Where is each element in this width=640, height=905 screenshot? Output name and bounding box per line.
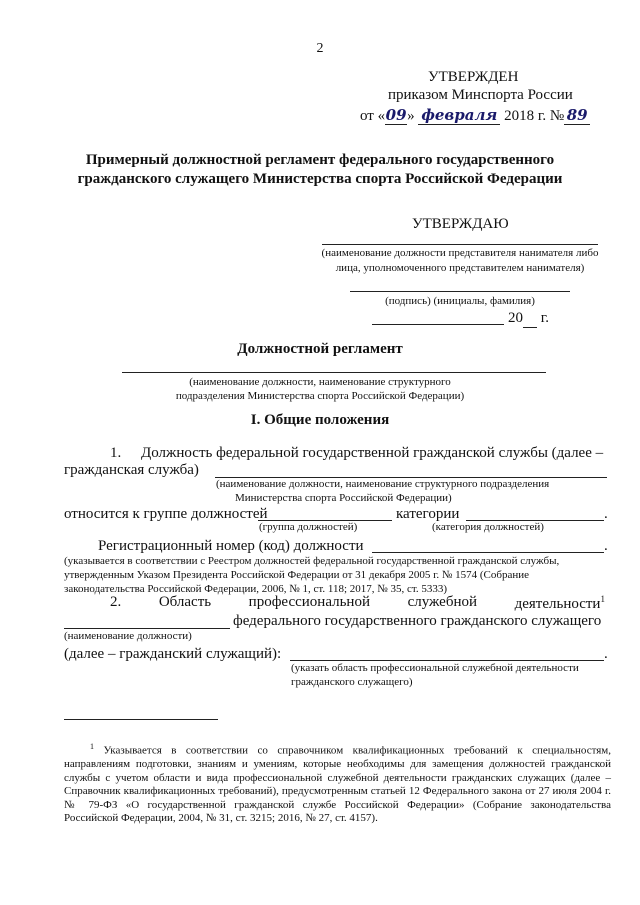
approval-year-text: 2018 г. №: [504, 108, 565, 124]
approval-day: 09: [385, 106, 407, 124]
approval-month: февраля: [418, 106, 500, 125]
doc-title-line-2: гражданского служащего Министерства спорта Российской Федерации: [77, 171, 563, 187]
p2-word-1: Область: [158, 594, 212, 610]
regulation-caption-2: подразделения Министерства спорта Российской Федерации): [175, 390, 465, 402]
p2-word-3: служебной: [407, 594, 478, 610]
page-number: 2: [316, 41, 324, 56]
approval-number: 89: [564, 106, 590, 125]
footnote-mark: 1: [90, 742, 94, 751]
approve-signature-line: [350, 291, 570, 292]
footnote-text: Указывается в соответствии со справочником квалификационных требований к специальностям, направлениям подготовки, знаниям и умениям, которые необходимы для замещения должностей гражданской службы с учетом области и вида профессиональной служебной деятельности гражданских служащих (далее – Справочник квалификационных требований), предусмотренным статьей 12 Федерального закона от 27 июля 2004 г. № 79-ФЗ «О государственной гражданской службе Российской Федерации» (Собрание законодательства Российской Федерации, 2004, № 31, ст. 3215; 2016, № 27, ст. 4157).: [64, 744, 612, 825]
p2-caption-1: (указать область профессиональной служебной деятельности: [291, 662, 579, 674]
approve-title: УТВЕРЖДАЮ: [412, 216, 509, 232]
approval-by: приказом Минспорта России: [388, 87, 573, 103]
approve-caption-1: (наименование должности представителя нанимателя либо: [321, 247, 599, 259]
approve-date-line: [372, 324, 504, 325]
p1-group-period: .: [604, 506, 608, 522]
footnote: [64, 740, 611, 826]
p1-reg-text: Регистрационный номер (код) должности: [98, 538, 364, 554]
p1-category-caption: (категория должностей): [432, 521, 544, 533]
approval-title: УТВЕРЖДЕН: [428, 69, 519, 85]
approve-sign-caption: (подпись) (инициалы, фамилия): [385, 295, 535, 307]
p2-footnote-ref[interactable]: 1: [600, 594, 605, 604]
p1-caption-1: (наименование должности, наименование структурного подразделения: [216, 478, 550, 490]
p2-position-caption: (наименование должности): [64, 630, 192, 642]
doc-title-line-1: Примерный должностной регламент федерального государственного: [85, 152, 555, 168]
approval-date-line: [360, 106, 590, 125]
approve-year-blank: [523, 310, 537, 328]
p1-reg-period: .: [604, 538, 608, 554]
p1-number: 1.: [110, 445, 122, 461]
p1-caption-2: Министерства спорта Российской Федерации): [235, 492, 452, 504]
p2-word-4-text: деятельности: [514, 596, 601, 612]
approval-date-mid: »: [407, 108, 415, 124]
p1-reg-line: [372, 552, 604, 553]
p1-reg-note-1: (указывается в соответствии с Реестром должностей федеральной государственной гражданской службы,: [64, 555, 560, 567]
p1-category-text: категории: [396, 506, 460, 522]
approve-year: [508, 310, 549, 328]
p2-period: .: [604, 646, 608, 662]
p2-word-2: профессиональной: [248, 594, 370, 610]
p2-line-3: (далее – гражданский служащий):: [64, 646, 282, 662]
p1-group-caption: (группа должностей): [259, 521, 358, 533]
regulation-position-line: [122, 372, 546, 373]
p1-group-text: относится к группе должностей: [64, 506, 268, 522]
approve-position-line: [322, 244, 598, 245]
p2-area-line: [290, 660, 604, 661]
p2-number: 2.: [110, 594, 122, 610]
section-title: I. Общие положения: [250, 412, 390, 428]
approve-year-prefix: 20: [508, 310, 523, 326]
approve-year-suffix: г.: [540, 310, 549, 326]
approve-caption-2: лица, уполномоченного представителем нанимателя): [335, 262, 585, 274]
regulation-caption-1: (наименование должности, наименование структурного: [189, 376, 451, 388]
p2-line-2: федерального государственного гражданского служащего: [233, 613, 602, 629]
p2-word-4: [515, 594, 605, 613]
p1-continuation: гражданская служба): [64, 462, 199, 478]
p1-reg-note-3: законодательства Российской Федерации, 2006, № 1, ст. 118; 2017, № 35, ст. 5333): [64, 583, 448, 595]
p1-text: Должность федеральной государственной гражданской службы (далее –: [141, 445, 604, 461]
p2-position-line: [64, 628, 230, 629]
p2-first-line: [64, 594, 605, 613]
approval-date-prefix: от «: [360, 108, 386, 124]
p1-reg-note-2: утвержденным Указом Президента Российской Федерации от 31 декабря 2005 г. № 1574 (Собрание: [64, 569, 529, 581]
p2-caption-2: гражданского служащего): [291, 676, 413, 688]
regulation-title: Должностной регламент: [237, 341, 403, 357]
footnote-separator: [64, 719, 218, 720]
